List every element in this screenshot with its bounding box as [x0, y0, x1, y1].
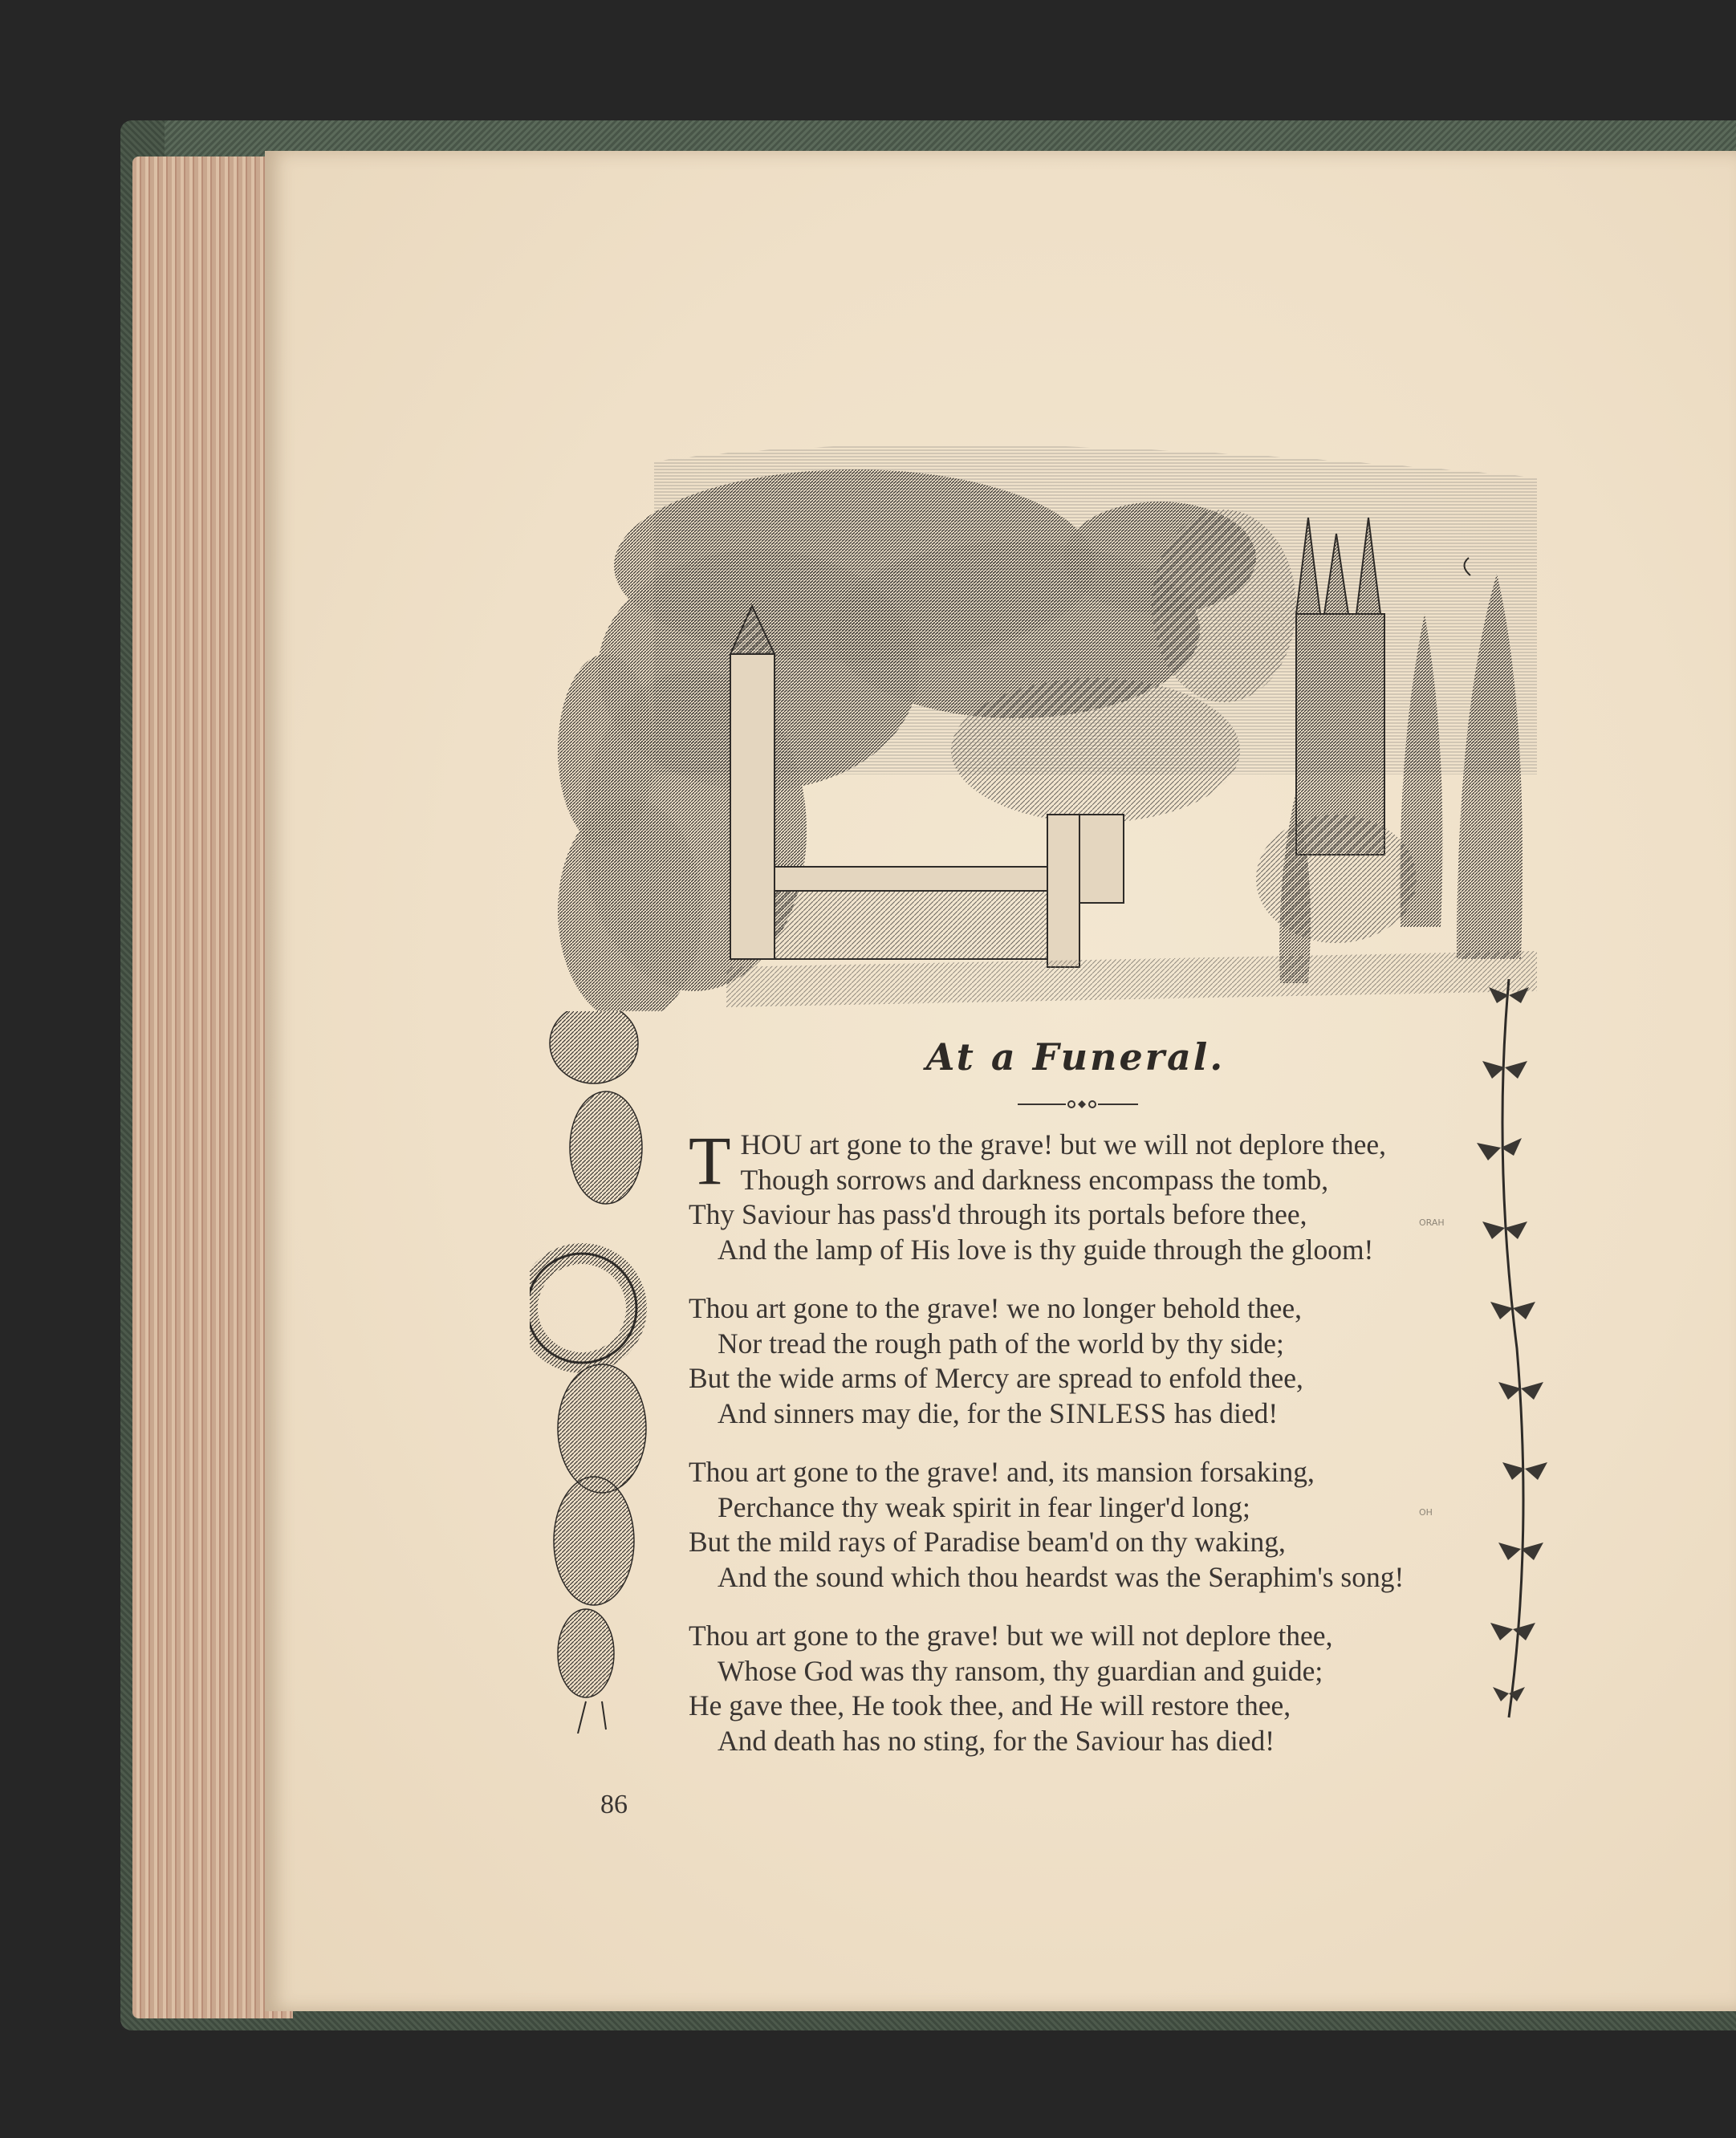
- poem-line: But the wide arms of Mercy are spread to enfold thee,: [689, 1362, 1303, 1394]
- stanza-2: [689, 1291, 1475, 1431]
- poem-body: [689, 1122, 1475, 1782]
- stanza-1: [689, 1122, 1475, 1267]
- stanza-3: [689, 1455, 1475, 1595]
- poem-title: At a Funeral.: [925, 1035, 1226, 1079]
- stanza-4: [689, 1619, 1475, 1758]
- poem-line: But the mild rays of Paradise beam'd on thy waking,: [689, 1526, 1286, 1558]
- poem-line: Nor tread the rough path of the world by thy side;: [718, 1327, 1284, 1360]
- churchyard-engraving: [534, 429, 1545, 1011]
- poem-line: And the lamp of His love is thy guide through the gloom!: [718, 1233, 1374, 1266]
- poem-line: HOU art gone to the grave! but we will not deplore thee,: [740, 1128, 1386, 1160]
- title-ornament: [1018, 1096, 1138, 1112]
- poem-line: Thou art gone to the grave! but we will not deplore thee,: [689, 1620, 1333, 1652]
- poem-line: He gave thee, He took thee, and He will restore thee,: [689, 1689, 1291, 1721]
- poem-line: Thou art gone to the grave! and, its mansion forsaking,: [689, 1456, 1315, 1488]
- poem-line: Perchance thy weak spirit in fear linger'd long;: [718, 1490, 1250, 1523]
- poem-line: [689, 1396, 1475, 1432]
- right-ivy-border: [1461, 963, 1557, 1734]
- faint-mark: ORAH: [1419, 1217, 1445, 1228]
- line-start: And sinners may die, for the: [718, 1396, 1043, 1429]
- left-floral-border: [530, 1011, 690, 1734]
- poem-line: Thy Saviour has pass'd through its portals before thee,: [689, 1198, 1307, 1230]
- faint-mark: OH: [1419, 1507, 1433, 1518]
- poem-line: And death has no sting, for the Saviour has died!: [718, 1724, 1275, 1757]
- drop-cap: T: [689, 1122, 731, 1199]
- line-end: has died!: [1174, 1396, 1279, 1429]
- poem-line: Though sorrows and darkness encompass the tomb,: [740, 1163, 1329, 1196]
- poem-line: And the sound which thou heardst was the Seraphim's song!: [718, 1560, 1405, 1593]
- poem-line: Thou art gone to the grave! we no longer behold thee,: [689, 1292, 1302, 1324]
- page-number: 86: [600, 1790, 628, 1819]
- emphasis-word: SINLESS: [1049, 1396, 1168, 1429]
- poem-line: Whose God was thy ransom, thy guardian and guide;: [718, 1654, 1323, 1687]
